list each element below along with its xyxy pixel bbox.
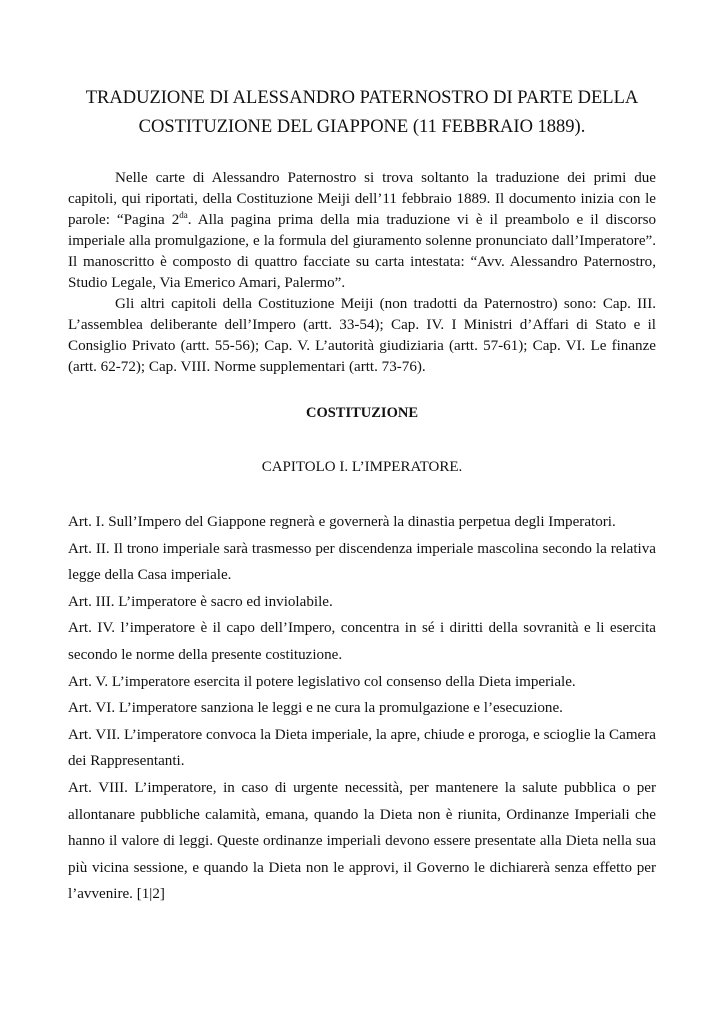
article-5: Art. V. L’imperatore esercita il potere legislativo col consenso della Dieta imperiale.	[68, 673, 576, 690]
intro-paragraph-1-text-a: Nelle carte di Alessandro Paternostro si trova soltanto la traduzione dei primi due capitoli, qui riportati, della Costituzione Meiji dell’11 febbraio 1889. Il documento inizia con le parole: “Pagina 2	[68, 170, 656, 228]
article-2: Art. II. Il trono imperiale sarà trasmesso per discendenza imperiale mascolina secondo la relativa legge della Casa imperiale.	[68, 540, 656, 584]
chapter-heading: CAPITOLO I. L’IMPERATORE.	[261, 459, 463, 475]
article-4: Art. IV. l’imperatore è il capo dell’Impero, concentra in sé i diritti della sovranità e li esercita secondo le norme della presente costituzione.	[68, 620, 656, 663]
articles-list	[68, 509, 656, 908]
document-title-line-2: COSTITUZIONE DEL GIAPPONE (11 FEBBRAIO 1889).	[138, 117, 586, 137]
article-6: Art. VI. L’imperatore sanziona le leggi e ne cura la promulgazione e l’esecuzione.	[68, 700, 563, 717]
intro-section	[68, 168, 656, 378]
document-title-line-1: TRADUZIONE DI ALESSANDRO PATERNOSTRO DI PARTE DELLA	[85, 88, 639, 108]
article-7: Art. VII. L’imperatore convoca la Dieta imperiale, la apre, chiude e proroga, e scioglie la Camera dei Rappresentanti.	[68, 726, 656, 770]
article-3: Art. III. L’imperatore è sacro ed inviolabile.	[68, 593, 333, 610]
intro-paragraph-2: Gli altri capitoli della Costituzione Meiji (non tradotti da Paternostro) sono: Cap. III. L’assemblea deliberante dell’Impero (artt. 33-54); Cap. IV. I Ministri d’Affari di Stato e il Consiglio Privato (artt. 55-56); Cap. V. L’autorità giudiziaria (artt. 57-61); Cap. VI. Le finanze (artt. 62-72); Cap. VIII. Norme supplementari (artt. 73-76).	[68, 296, 656, 375]
superscript-da: da	[179, 209, 188, 220]
article-1: Art. I. Sull’Impero del Giappone regnerà e governerà la dinastia perpetua degli Imperatori.	[68, 514, 616, 530]
article-8: Art. VIII. L’imperatore, in caso di urgente necessità, per mantenere la salute pubblica o per allontanare pubbliche calamità, emana, quando la Dieta non è riunita, Ordinanze Imperiali che hanno il valore di leggi. Queste ordinanze imperiali devono essere presentate alla Dieta nella sua più vicina sessione, e quando la Dieta non le approvi, il Governo le dichiarerà senza effetto per l’avvenire. [1|2]	[68, 779, 656, 903]
intro-paragraph-1	[68, 168, 656, 294]
intro-paragraph-1-text-b: . Alla pagina prima della mia traduzione vi è il preambolo e il discorso imperiale alla promulgazione, e la formula del giuramento solenne pronunciato dall’Imperatore”. Il manoscritto è composto di quattro facciate su carta intestata: “Avv. Alessandro Paternostro, Studio Legale, Via Emerico Amari, Palermo”.	[68, 212, 656, 291]
section-heading: COSTITUZIONE	[305, 405, 418, 421]
